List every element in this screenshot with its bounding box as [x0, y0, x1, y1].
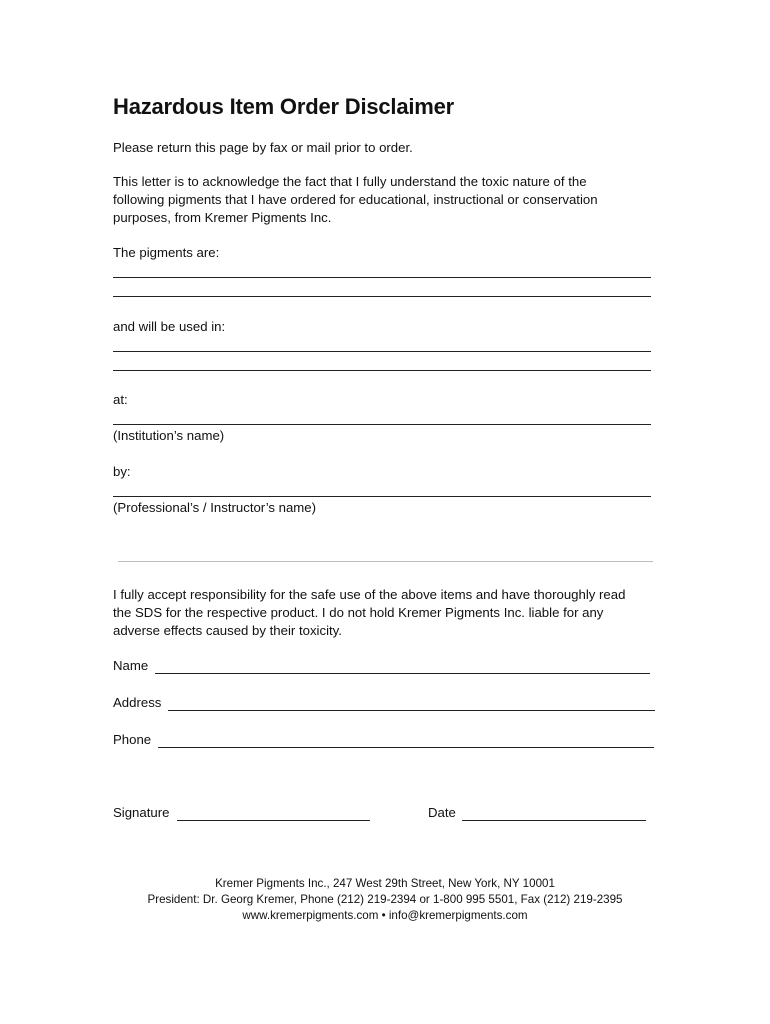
phone-label: Phone	[113, 732, 152, 747]
name-label: Name	[113, 658, 149, 673]
usage-line-1[interactable]	[113, 351, 651, 352]
company-footer	[0, 876, 770, 924]
instruction-text: Please return this page by fax or mail prior to order.	[113, 140, 413, 155]
date-field[interactable]	[462, 820, 646, 821]
phone-field[interactable]	[158, 747, 654, 748]
footer-web: www.kremerpigments.com • info@kremerpigments.com	[242, 909, 528, 922]
professional-caption: (Professional’s / Instructor’s name)	[113, 500, 317, 515]
footer-contact: President: Dr. Georg Kremer, Phone (212) 219-2394 or 1-800 995 5501, Fax (212) 219-2395	[147, 893, 623, 906]
page-title: Hazardous Item Order Disclaimer	[113, 94, 455, 119]
professional-line[interactable]	[113, 496, 651, 497]
intro-line: This letter is to acknowledge the fact that I fully understand the toxic nature of the	[113, 174, 587, 189]
intro-paragraph	[113, 173, 673, 227]
usage-line-2[interactable]	[113, 370, 651, 371]
pigments-line-1[interactable]	[113, 277, 651, 278]
institution-line[interactable]	[113, 424, 651, 425]
date-label: Date	[428, 805, 456, 820]
address-label: Address	[113, 695, 162, 710]
pigments-line-2[interactable]	[113, 296, 651, 297]
intro-line: purposes, from Kremer Pigments Inc.	[113, 210, 332, 225]
pigments-label: The pigments are:	[113, 245, 220, 260]
by-label: by:	[113, 464, 131, 479]
section-divider	[118, 561, 653, 562]
acceptance-line: I fully accept responsibility for the safe use of the above items and have thoroughly read	[113, 587, 626, 602]
acceptance-line: adverse effects caused by their toxicity.	[113, 623, 342, 638]
signature-label: Signature	[113, 805, 170, 820]
signature-field[interactable]	[177, 820, 370, 821]
acceptance-line: the SDS for the respective product. I do not hold Kremer Pigments Inc. liable for any	[113, 605, 604, 620]
institution-caption: (Institution’s name)	[113, 428, 225, 443]
name-field[interactable]	[155, 673, 650, 674]
acceptance-paragraph	[113, 586, 673, 640]
intro-line: following pigments that I have ordered for educational, instructional or conservation	[113, 192, 598, 207]
at-label: at:	[113, 392, 128, 407]
footer-address: Kremer Pigments Inc., 247 West 29th Street, New York, NY 10001	[215, 877, 555, 890]
usage-label: and will be used in:	[113, 319, 226, 334]
address-field[interactable]	[168, 710, 655, 711]
